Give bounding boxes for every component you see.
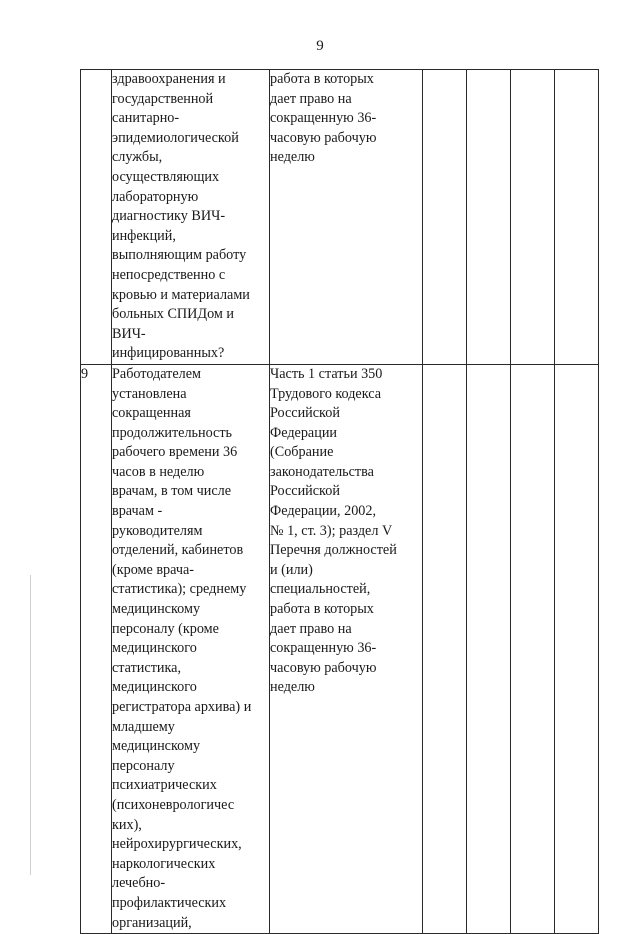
checklist-table — [80, 69, 599, 934]
legal-basis-cell — [270, 70, 423, 365]
notes-cell — [555, 70, 599, 365]
question-cell — [112, 364, 270, 933]
answer-no-cell — [467, 364, 511, 933]
answer-yes-cell — [423, 70, 467, 365]
table-row — [81, 70, 599, 365]
row-number: 9 — [81, 365, 89, 382]
legal-basis-text: работа в которых дает право на сокращенную 36- часовую рабочую неделю — [270, 71, 377, 166]
answer-no-cell — [467, 70, 511, 365]
answer-na-cell — [511, 364, 555, 933]
notes-cell — [555, 364, 599, 933]
question-cell — [112, 70, 270, 365]
table-row — [81, 364, 599, 933]
page-number: 9 — [316, 38, 324, 54]
row-number-cell — [81, 70, 112, 365]
legal-basis-text: Часть 1 статьи 350 Трудового кодекса Российской Федерации (Собрание законодательства Российской Федерации, 2002, № 1, ст. 3); раздел V Перечня должностей и (или) специальностей, работа в которых дает право на сокращенную 36- часовую рабочую неделю — [270, 365, 397, 696]
answer-yes-cell — [423, 364, 467, 933]
row-number-cell — [81, 364, 112, 933]
answer-na-cell — [511, 70, 555, 365]
legal-basis-cell — [270, 364, 423, 933]
question-text: Работодателем установлена сокращенная продолжительность рабочего времени 36 часов в неделю врачам, в том числе врачам - руководителям отделений, кабинетов (кроме врача- статистика); среднему медицинскому персоналу (кроме медицинского статистика, медицинского регистратора архива) и младшему медицинскому персоналу психиатрических (психоневрологичес ких), нейрохирургических, наркологических лечебно- профилактических организаций, — [112, 365, 252, 931]
scan-margin-line — [30, 575, 31, 875]
question-text: здравоохранения и государственной санитарно- эпидемиологической службы, осуществляющих лабораторную диагностику ВИЧ- инфекций, выполняющим работу непосредственно с кровью и материалами больных СПИДом и ВИЧ- инфицированных? — [112, 71, 250, 362]
